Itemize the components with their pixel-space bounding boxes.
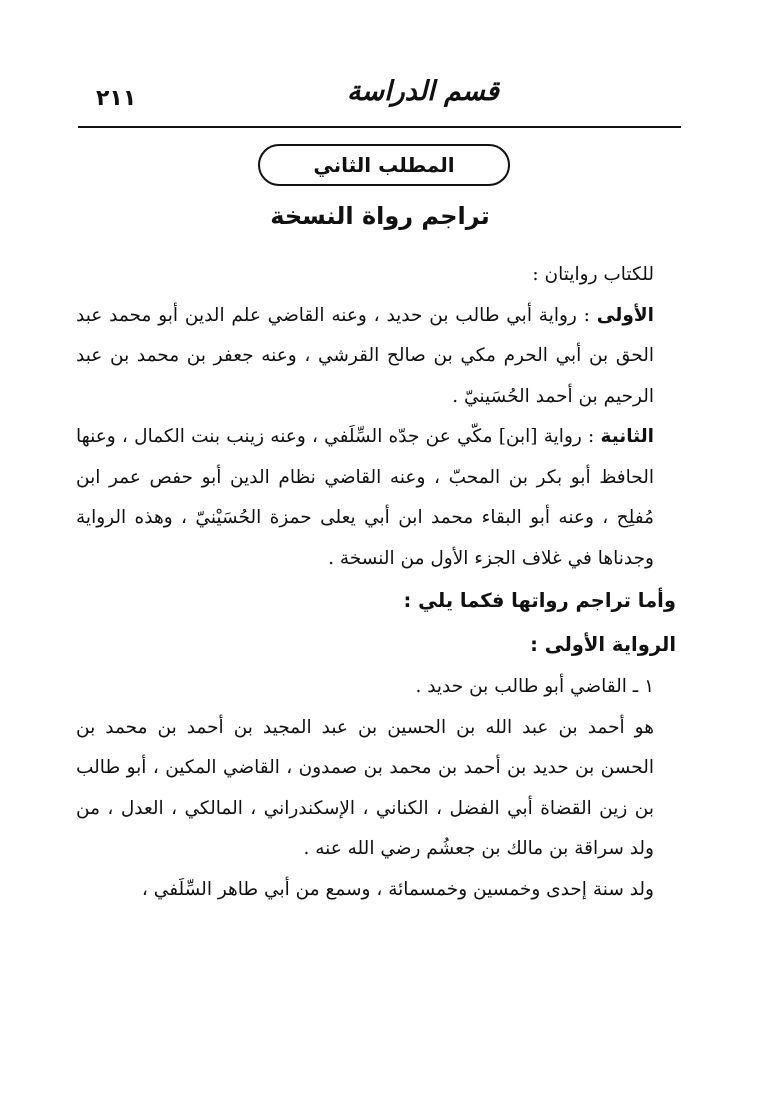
second-riwaya-paragraph: [76, 417, 684, 579]
first-label: الأولى: [596, 304, 654, 326]
birth-paragraph: ولد سنة إحدى وخمسين وخمسمائة ، وسمع من أبي طاهر السِّلَفي ،: [141, 878, 654, 900]
section-heading: المطلب الثاني: [313, 153, 455, 177]
body-text: [76, 255, 684, 910]
second-label: الثانية: [600, 426, 654, 447]
page-header: [78, 70, 681, 128]
first-text: : رواية أبي طالب بن حديد ، وعنه القاضي علم الدين أبو محمد عبد الحق بن أبي الحرم مكي بن صالح القرشي ، وعنه جعفر بن محمد بن عبد الرحيم بن أحمد الحُسَينيّ .: [76, 304, 654, 407]
section-heading-box: [258, 144, 510, 186]
second-text: : رواية [ابن] مكّي عن جدّه السِّلَفي ، وعنه زينب بنت الكمال ، وعنها الحافظ أبو بكر بن المحبّ ، وعنه القاضي نظام الدين أبو حفص عمر ابن مُفلِح ، وعنه أبو البقاء محمد ابن أبي يعلى حمزة الحُسَيْنيّ ، وهذه الرواية وجدناها في غلاف الجزء الأول من النسخة .: [76, 426, 654, 569]
first-riwaya-paragraph: [76, 296, 684, 418]
intro-paragraph: للكتاب روايتان :: [532, 264, 654, 285]
page-number: ٢١١: [96, 86, 137, 111]
translations-heading: وأما تراجم رواتها فكما يلي :: [403, 589, 676, 612]
first-riwaya-heading: الرواية الأولى :: [530, 633, 676, 656]
header-rule: [78, 126, 681, 128]
biography-paragraph: هو أحمد بن عبد الله بن الحسين بن عبد المجيد بن أحمد بن محمد بن الحسن بن حديد بن أحمد بن محمد بن صمدون ، القاضي المكين ، أبو طالب بن زين القضاة أبي الفضل ، الكناني ، الإسكندراني ، المالكي ، العدل ، من ولد سراقة بن مالك بن جعشُم رضي الله عنه .: [76, 716, 654, 859]
running-head: قسم الدراسة: [347, 76, 499, 107]
item-1-heading: ١ ـ القاضي أبو طالب بن حديد .: [415, 676, 654, 697]
chapter-title: تراجم رواة النسخة: [270, 202, 490, 230]
